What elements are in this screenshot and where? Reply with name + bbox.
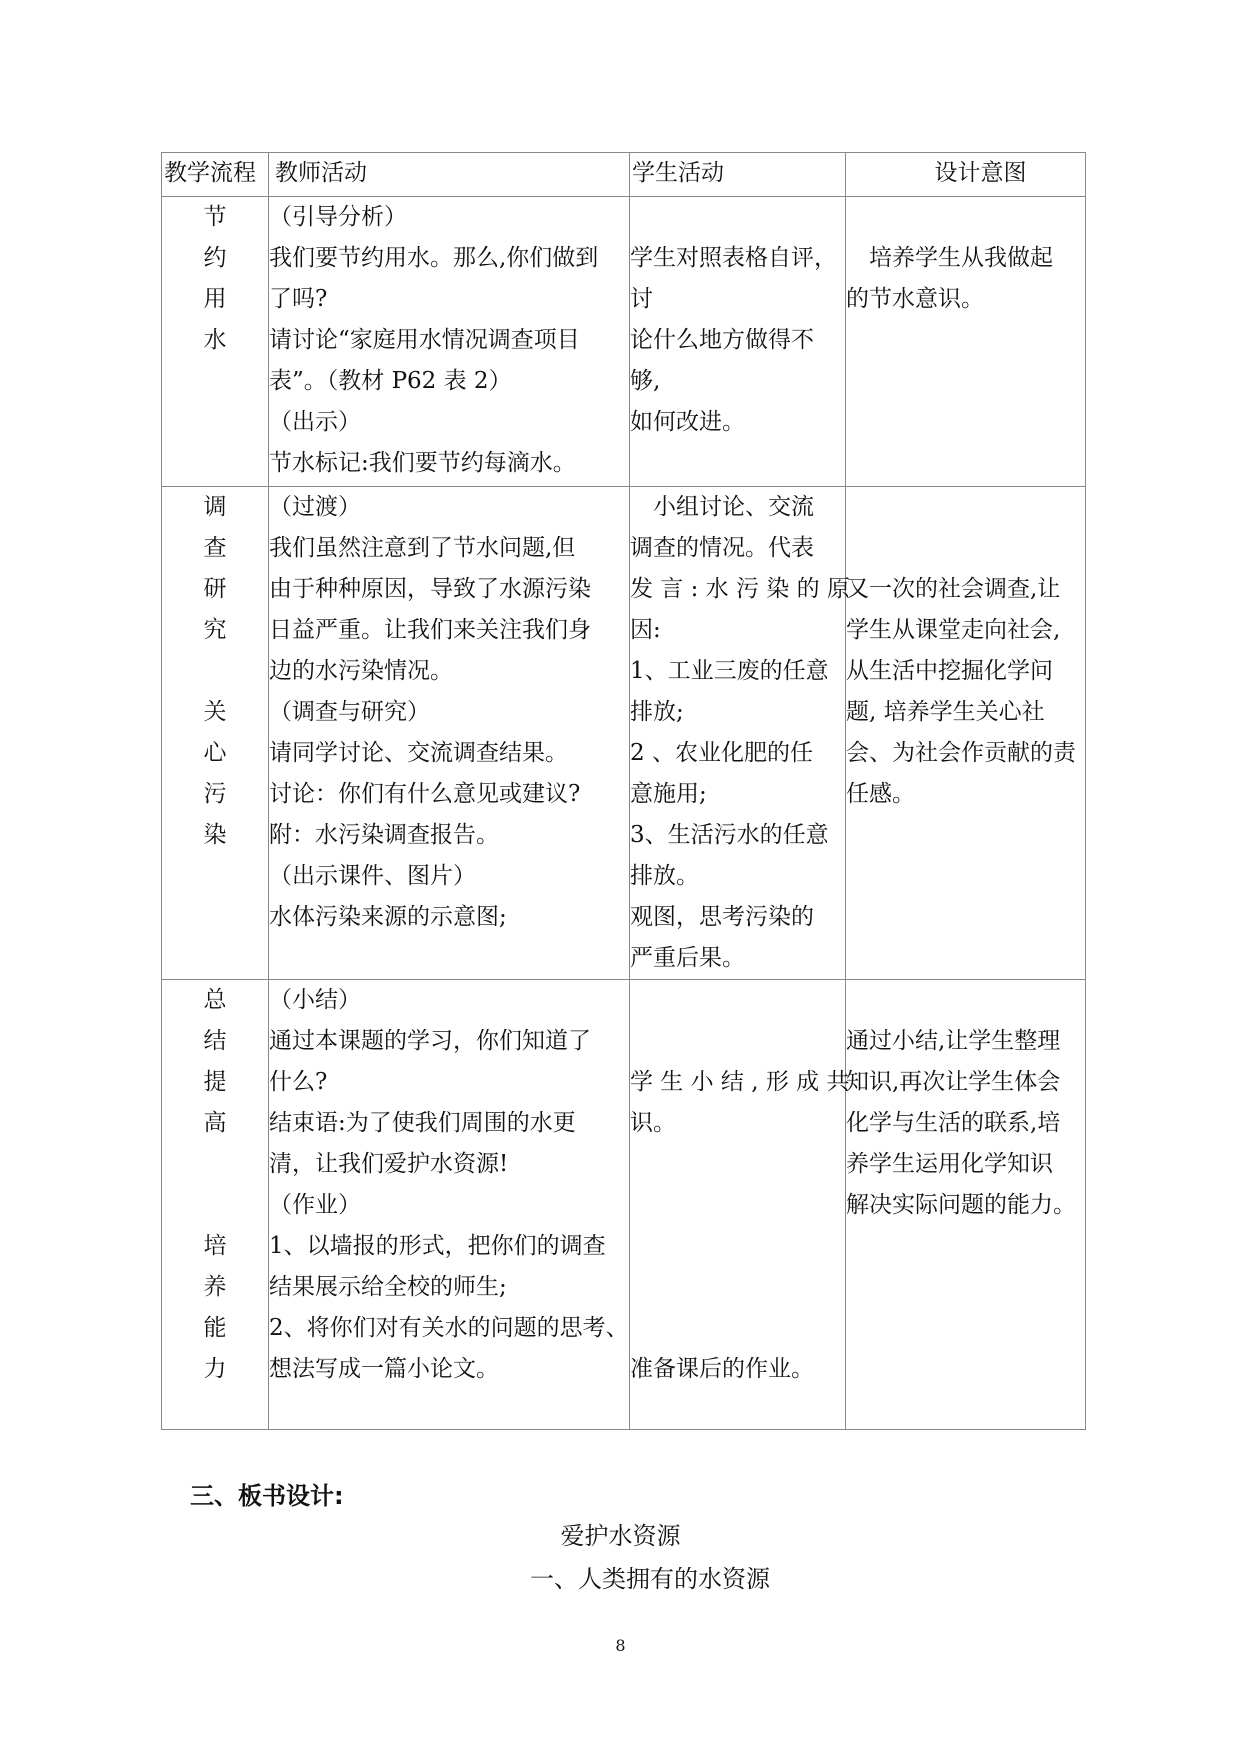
student-line: 准备课后的作业。 [630, 1356, 814, 1382]
stage-char: 力 [203, 1356, 227, 1382]
header-student-activity: 学生活动 [630, 153, 846, 197]
intent-line: 又一次的社会调查,让 [846, 576, 1061, 602]
stage-char: 高 [203, 1110, 227, 1136]
stage-char: 结 [203, 1028, 227, 1054]
teacher-line: （引导分析） [269, 204, 407, 230]
teacher-line: 我们要节约用水。那么,你们做到 [269, 245, 599, 271]
student-line: 够, [630, 368, 661, 394]
stage-cell [162, 487, 269, 980]
stage-char: 查 [203, 535, 227, 561]
intent-cell [846, 197, 1086, 487]
student-line: 严重后果。 [630, 945, 745, 971]
stage-char: 约 [203, 245, 227, 271]
table-row [162, 980, 1086, 1430]
teacher-line: 请讨论“家庭用水情况调查项目 [269, 327, 580, 353]
intent-line [846, 487, 1085, 528]
student-line [630, 197, 845, 238]
student-line [630, 1226, 845, 1267]
intent-line: 知识,再次让学生体会 [846, 1069, 1061, 1095]
student-line: 论什么地方做得不 [630, 327, 814, 353]
intent-line: 会、为社会作贡献的责 [846, 740, 1076, 766]
stage-char: 用 [203, 286, 227, 312]
teacher-cell [269, 980, 630, 1430]
student-line [630, 1267, 845, 1308]
student-line: 学 生 小 结 , 形 成 共 [630, 1069, 850, 1095]
intent-cell [846, 487, 1086, 980]
intent-line: 化学与生活的联系,培 [846, 1110, 1061, 1136]
board-title: 爱护水资源 [560, 1522, 681, 1550]
student-line [630, 980, 845, 1021]
student-line: 排放; [630, 699, 684, 725]
table-row [162, 487, 1086, 980]
intent-line: 题, 培养学生关心社 [846, 699, 1045, 725]
teacher-line: 我们虽然注意到了节水问题,但 [269, 535, 576, 561]
intent-line: 学生从课堂走向社会, [846, 617, 1061, 643]
stage-char [162, 1144, 268, 1185]
table-header-row [162, 153, 1086, 197]
header-design-intent: 设计意图 [846, 153, 1086, 197]
intent-line: 任感。 [846, 781, 915, 807]
teacher-line: （调查与研究） [269, 699, 430, 725]
stage-char: 节 [203, 204, 227, 230]
stage-cell [162, 197, 269, 487]
student-line [630, 1185, 845, 1226]
stage-char: 养 [203, 1274, 227, 1300]
teacher-line: （作业） [269, 1192, 361, 1218]
teacher-line: 表”。（教材 P62 表 2） [269, 368, 512, 394]
student-line [630, 1144, 845, 1185]
teacher-line: 清，让我们爱护水资源! [269, 1151, 509, 1177]
teacher-cell [269, 487, 630, 980]
stage-char: 污 [203, 781, 227, 807]
teacher-line: 节水标记:我们要节约每滴水。 [269, 450, 576, 476]
student-line: 识。 [630, 1110, 676, 1136]
teacher-line: 了吗? [269, 286, 328, 312]
intent-line: 培养学生从我做起 [846, 245, 1053, 271]
intent-line: 从生活中挖掘化学问 [846, 658, 1053, 684]
intent-line: 养学生运用化学知识 [846, 1151, 1053, 1177]
student-line: 意施用; [630, 781, 707, 807]
page-number: 8 [615, 1636, 626, 1655]
teacher-line: （出示） [269, 409, 361, 435]
stage-char: 水 [203, 327, 227, 353]
teacher-line: 2、将你们对有关水的问题的思考、 [269, 1315, 629, 1341]
student-cell [630, 197, 846, 487]
stage-char [162, 1185, 268, 1226]
teacher-line: 1、以墙报的形式，把你们的调查 [269, 1233, 606, 1259]
student-line: 2 、农业化肥的任 [630, 740, 813, 766]
student-line: 发 言 : 水 污 染 的 原 [630, 576, 850, 602]
teacher-line: 水体污染来源的示意图; [269, 904, 507, 930]
stage-char: 提 [203, 1069, 227, 1095]
teacher-line: 讨论：你们有什么意见或建议? [269, 781, 581, 807]
intent-line [846, 528, 1085, 569]
student-cell [630, 487, 850, 980]
stage-cell [162, 980, 269, 1430]
student-line: 如何改进。 [630, 409, 745, 435]
student-line: 小组讨论、交流 [630, 494, 814, 520]
teacher-line: 由于种种原因，导致了水源污染 [269, 576, 591, 602]
board-subtitle: 一、人类拥有的水资源 [530, 1565, 770, 1593]
student-line: 3、生活污水的任意 [630, 822, 829, 848]
student-line: 排放。 [630, 863, 699, 889]
stage-char: 研 [203, 576, 227, 602]
student-line: 讨 [630, 286, 653, 312]
teacher-line: （出示课件、图片） [269, 863, 476, 889]
stage-char: 究 [203, 617, 227, 643]
section-heading: 三、板书设计: [190, 1482, 344, 1510]
teacher-cell [269, 197, 630, 487]
teacher-line: 日益严重。让我们来关注我们身 [269, 617, 591, 643]
header-flow: 教学流程 [162, 153, 269, 197]
student-line: 1、工业三废的任意 [630, 658, 829, 684]
intent-line: 的节水意识。 [846, 286, 984, 312]
stage-char: 心 [203, 740, 227, 766]
teacher-line: （过渡） [269, 494, 361, 520]
teacher-line: 请同学讨论、交流调查结果。 [269, 740, 568, 766]
intent-line: 通过小结,让学生整理 [846, 1028, 1061, 1054]
lesson-plan-table [161, 152, 1086, 1430]
teacher-line: 边的水污染情况。 [269, 658, 453, 684]
student-cell [630, 980, 850, 1430]
teacher-line: 结果展示给全校的师生; [269, 1274, 507, 1300]
student-line: 观图，思考污染的 [630, 904, 814, 930]
teacher-line: 附：水污染调查报告。 [269, 822, 499, 848]
stage-char: 染 [203, 822, 227, 848]
intent-line [846, 980, 1085, 1021]
teacher-line: （小结） [269, 987, 361, 1013]
stage-char [162, 651, 268, 692]
student-line [630, 1308, 845, 1349]
header-teacher-activity: 教师活动 [269, 153, 630, 197]
student-line: 因: [630, 617, 661, 643]
teacher-line: 想法写成一篇小论文。 [269, 1356, 499, 1382]
stage-char: 培 [203, 1233, 227, 1259]
stage-char: 能 [203, 1315, 227, 1341]
intent-line: 解决实际问题的能力。 [846, 1192, 1076, 1218]
student-line: 学生对照表格自评， [630, 245, 837, 271]
teacher-line: 结束语:为了使我们周围的水更 [269, 1110, 576, 1136]
stage-char: 总 [203, 987, 227, 1013]
student-line [630, 1021, 845, 1062]
stage-char: 调 [203, 494, 227, 520]
intent-line [846, 197, 1085, 238]
student-line: 调查的情况。代表 [630, 535, 814, 561]
table-row [162, 197, 1086, 487]
stage-char: 关 [203, 699, 227, 725]
teacher-line: 通过本课题的学习，你们知道了 [269, 1028, 591, 1054]
teacher-line: 什么? [269, 1069, 328, 1095]
intent-cell [846, 980, 1086, 1430]
